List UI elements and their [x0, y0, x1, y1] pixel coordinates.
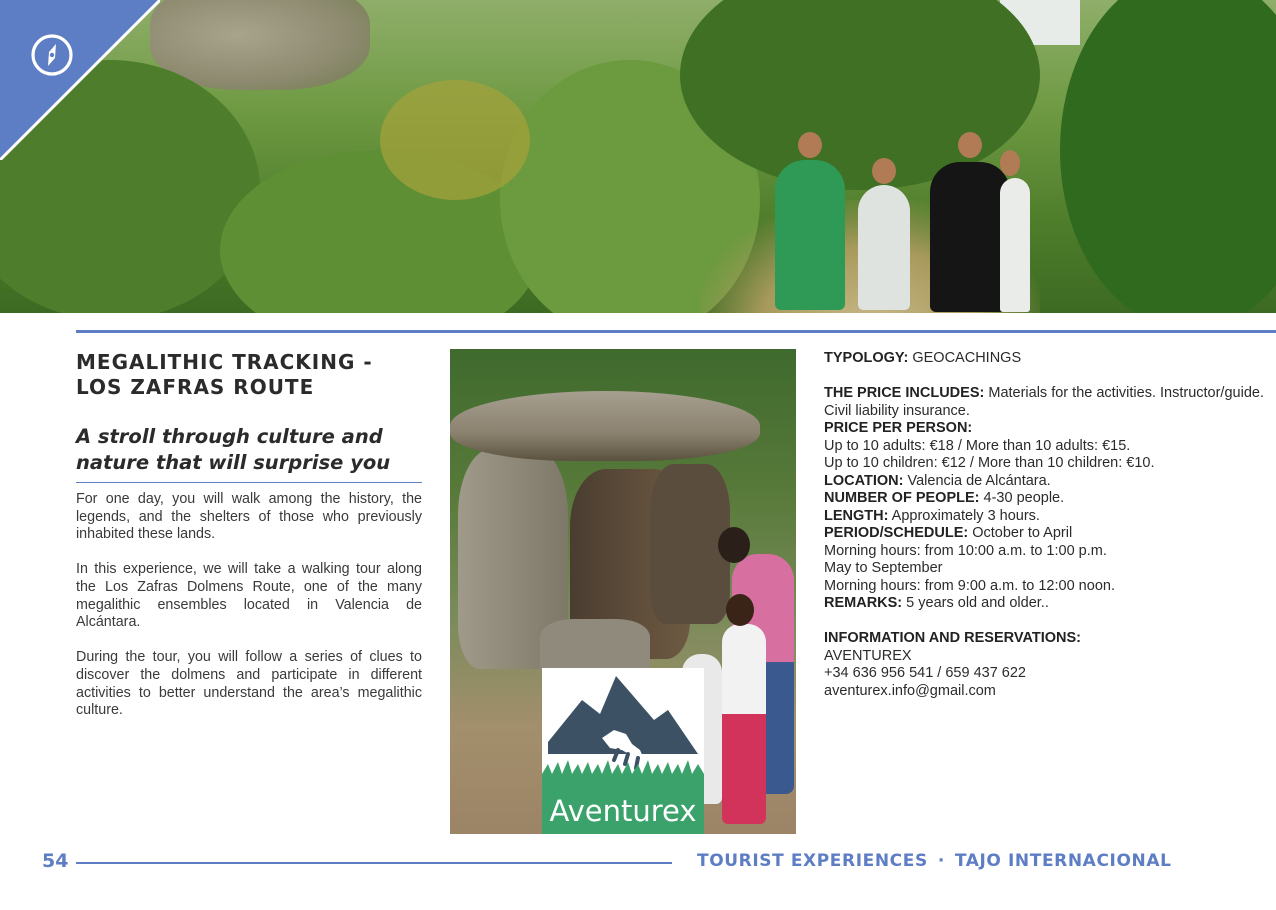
compass-icon — [30, 33, 74, 77]
company-name: AVENTUREX — [824, 647, 912, 664]
schedule-line: Morning hours: from 10:00 a.m. to 1:00 p.m. — [824, 542, 1107, 559]
logo-text: Aventurex — [542, 788, 704, 834]
schedule-label: PERIOD/SCHEDULE: — [824, 525, 969, 541]
mountain-icon — [542, 668, 704, 788]
hiker-head — [798, 132, 822, 158]
hero-photo — [0, 0, 1276, 313]
hiker — [1000, 178, 1030, 312]
aventurex-logo — [542, 668, 704, 834]
schedule-line: Morning hours: from 9:00 a.m. to 12:00 noon. — [824, 577, 1115, 594]
footer-section-label — [697, 851, 1172, 871]
length-value: Approximately 3 hours. — [891, 507, 1040, 524]
hiker — [775, 160, 845, 310]
details-panel — [824, 350, 1264, 700]
description-paragraph: For one day, you will walk among the history, the legends, and the shelters of those who previously inhabited these lands. — [76, 491, 422, 543]
phone-numbers[interactable]: +34 636 956 541 / 659 437 622 — [824, 665, 1026, 681]
price-per-person-label: PRICE PER PERSON: — [824, 420, 973, 436]
hiker-head — [872, 158, 896, 184]
hero-bush — [380, 80, 530, 200]
description-paragraph: In this experience, we will take a walking tour along the Los Zafras Dolmens Route, one of the many megalithic ensembles located in Valencia de Alcántara. — [76, 561, 422, 631]
hiker — [930, 162, 1010, 312]
length-row — [824, 508, 1264, 526]
child-head — [726, 594, 754, 626]
hero-corner-banner — [0, 0, 160, 160]
email-address[interactable]: aventurex.info@gmail.com — [824, 682, 996, 699]
people-label: NUMBER OF PEOPLE: — [824, 490, 980, 506]
footer-divider — [76, 862, 672, 864]
schedule-value: October to April — [972, 525, 1073, 541]
hiker — [858, 185, 910, 310]
hiker-head — [1000, 150, 1020, 176]
footer-region: TAJO INTERNACIONAL — [954, 851, 1172, 871]
location-row — [824, 473, 1264, 491]
price-children: Up to 10 children: €12 / More than 10 children: €10. — [824, 455, 1155, 471]
page-number: 54 — [42, 850, 69, 872]
typology-label: TYPOLOGY: — [824, 350, 909, 366]
schedule-row — [824, 525, 1264, 543]
price-includes-value: Materials for the activities. Instructor/guide. Civil liability insurance. — [824, 385, 1264, 419]
remarks-row — [824, 595, 1264, 613]
typology-value: GEOCACHINGS — [912, 350, 1022, 366]
child — [722, 624, 766, 824]
price-includes-label: THE PRICE INCLUDES: — [824, 385, 985, 401]
reservations-heading — [824, 630, 1264, 648]
price-adults: Up to 10 adults: €18 / More than 10 adults: €15. — [824, 437, 1131, 454]
footer-section: TOURIST EXPERIENCES — [697, 851, 928, 871]
people-row — [824, 490, 1264, 508]
dolmen-capstone — [450, 391, 760, 461]
typology-row — [824, 350, 1264, 368]
description-paragraph: During the tour, you will follow a series of clues to discover the dolmens and participate in different activities to better understand the area’s megalithic culture. — [76, 649, 422, 719]
price-label — [824, 420, 1264, 438]
footer-separator: · — [937, 851, 945, 871]
reservations-label: INFORMATION AND RESERVATIONS: — [824, 630, 1081, 646]
length-label: LENGTH: — [824, 507, 889, 524]
people-value: 4-30 people. — [983, 490, 1065, 506]
hero-bush — [1060, 0, 1276, 313]
dolmen-photo — [450, 349, 796, 834]
price-includes-row — [824, 385, 1264, 420]
page-title: MEGALITHIC TRACKING - LOS ZAFRAS ROUTE — [76, 350, 373, 399]
hiker-head — [958, 132, 982, 158]
description — [76, 491, 422, 737]
remarks-label: REMARKS: — [824, 595, 903, 611]
top-divider — [76, 330, 1276, 333]
person-head — [718, 527, 750, 563]
remarks-value: 5 years old and older.. — [906, 595, 1049, 611]
page-subtitle: A stroll through culture and nature that will surprise you — [76, 424, 422, 483]
location-label: LOCATION: — [824, 472, 904, 489]
location-value: Valencia de Alcántara. — [907, 472, 1051, 489]
schedule-line: May to September — [824, 560, 943, 576]
